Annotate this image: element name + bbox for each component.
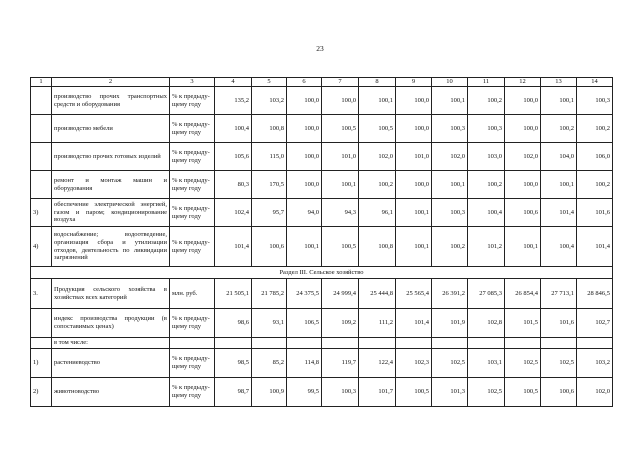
value-cell: 100,2 xyxy=(577,171,613,199)
value-cell: 101,5 xyxy=(505,309,541,338)
value-cell: 100,1 xyxy=(322,171,359,199)
table-row xyxy=(31,377,613,406)
value-cell: 101,0 xyxy=(322,143,359,171)
value-cell: 101,4 xyxy=(577,227,613,267)
row-index: 3. xyxy=(31,279,52,309)
row-indicator-name: индекс производства продукции (в сопоставимых ценах) xyxy=(52,309,170,338)
value-cell: 26 854,4 xyxy=(505,279,541,309)
value-cell: 101,4 xyxy=(541,199,577,227)
value-cell: 100,2 xyxy=(468,87,505,115)
value-cell: 100,5 xyxy=(505,377,541,406)
value-cell: 102,0 xyxy=(505,143,541,171)
value-cell xyxy=(252,338,287,349)
value-cell: 100,0 xyxy=(322,87,359,115)
value-cell: 100,2 xyxy=(577,115,613,143)
row-index xyxy=(31,309,52,338)
value-cell: 80,3 xyxy=(215,171,252,199)
value-cell: 101,6 xyxy=(541,309,577,338)
value-cell: 98,5 xyxy=(215,348,252,377)
row-index xyxy=(31,87,52,115)
value-cell: 100,5 xyxy=(359,115,396,143)
row-index: 3) xyxy=(31,199,52,227)
value-cell xyxy=(577,338,613,349)
value-cell: 102,5 xyxy=(505,348,541,377)
value-cell: 27 713,1 xyxy=(541,279,577,309)
row-indicator-name: растениеводство xyxy=(52,348,170,377)
column-number: 3 xyxy=(170,78,215,87)
value-cell: 100,5 xyxy=(396,377,432,406)
row-unit: % к предыду-щему году xyxy=(170,309,215,338)
value-cell: 122,4 xyxy=(359,348,396,377)
value-cell: 24 375,5 xyxy=(287,279,322,309)
value-cell: 94,0 xyxy=(287,199,322,227)
value-cell: 85,2 xyxy=(252,348,287,377)
value-cell: 100,1 xyxy=(287,227,322,267)
column-number: 10 xyxy=(432,78,468,87)
row-unit xyxy=(170,338,215,349)
value-cell: 101,3 xyxy=(432,377,468,406)
value-cell: 103,1 xyxy=(468,348,505,377)
value-cell: 101,2 xyxy=(468,227,505,267)
value-cell: 100,3 xyxy=(577,87,613,115)
value-cell: 100,1 xyxy=(396,227,432,267)
column-number: 8 xyxy=(359,78,396,87)
value-cell: 100,2 xyxy=(468,171,505,199)
value-cell: 100,5 xyxy=(322,227,359,267)
value-cell: 99,5 xyxy=(287,377,322,406)
value-cell: 100,0 xyxy=(396,87,432,115)
value-cell: 93,1 xyxy=(252,309,287,338)
column-number: 5 xyxy=(252,78,287,87)
row-indicator-name: водоснабжение; водоотведение, организация сбора и утилизации отходов, деятельность по ликвидации загрязнений xyxy=(52,227,170,267)
column-number: 14 xyxy=(577,78,613,87)
row-unit: млн. руб. xyxy=(170,279,215,309)
value-cell: 100,1 xyxy=(396,199,432,227)
value-cell: 25 565,4 xyxy=(396,279,432,309)
value-cell: 100,2 xyxy=(541,115,577,143)
value-cell: 135,2 xyxy=(215,87,252,115)
value-cell: 100,9 xyxy=(252,377,287,406)
value-cell: 100,6 xyxy=(541,377,577,406)
column-number: 7 xyxy=(322,78,359,87)
value-cell: 100,1 xyxy=(505,227,541,267)
table-row xyxy=(31,87,613,115)
value-cell: 109,2 xyxy=(322,309,359,338)
column-number: 1 xyxy=(31,78,52,87)
value-cell: 24 999,4 xyxy=(322,279,359,309)
value-cell xyxy=(215,338,252,349)
value-cell: 100,5 xyxy=(322,115,359,143)
value-cell xyxy=(287,338,322,349)
column-number: 4 xyxy=(215,78,252,87)
value-cell: 100,3 xyxy=(432,115,468,143)
value-cell: 100,1 xyxy=(432,87,468,115)
value-cell: 106,0 xyxy=(577,143,613,171)
value-cell: 98,7 xyxy=(215,377,252,406)
value-cell: 100,0 xyxy=(287,87,322,115)
row-index xyxy=(31,338,52,349)
value-cell: 103,0 xyxy=(468,143,505,171)
row-unit: % к предыду-щему году xyxy=(170,227,215,267)
table-row xyxy=(31,338,613,349)
value-cell: 100,4 xyxy=(468,199,505,227)
value-cell xyxy=(359,338,396,349)
table-row xyxy=(31,309,613,338)
value-cell xyxy=(541,338,577,349)
table-row xyxy=(31,115,613,143)
value-cell: 102,7 xyxy=(577,309,613,338)
row-index: 2) xyxy=(31,377,52,406)
value-cell: 21 785,2 xyxy=(252,279,287,309)
row-unit: % к предыду-щему году xyxy=(170,143,215,171)
value-cell: 100,0 xyxy=(287,115,322,143)
row-unit: % к предыду-щему году xyxy=(170,87,215,115)
row-index xyxy=(31,171,52,199)
value-cell xyxy=(505,338,541,349)
value-cell xyxy=(432,338,468,349)
value-cell: 114,8 xyxy=(287,348,322,377)
value-cell: 100,8 xyxy=(359,227,396,267)
value-cell: 115,0 xyxy=(252,143,287,171)
value-cell: 101,4 xyxy=(215,227,252,267)
value-cell: 102,5 xyxy=(468,377,505,406)
value-cell: 102,0 xyxy=(359,143,396,171)
value-cell: 26 391,2 xyxy=(432,279,468,309)
table-row xyxy=(31,279,613,309)
section-row xyxy=(31,267,613,279)
value-cell: 100,1 xyxy=(359,87,396,115)
statistics-table xyxy=(30,77,613,407)
value-cell: 100,4 xyxy=(541,227,577,267)
value-cell: 100,1 xyxy=(432,171,468,199)
row-indicator-name: животноводство xyxy=(52,377,170,406)
table-row xyxy=(31,227,613,267)
column-number: 12 xyxy=(505,78,541,87)
column-number: 2 xyxy=(52,78,170,87)
value-cell: 105,6 xyxy=(215,143,252,171)
row-unit: % к предыду-щему году xyxy=(170,171,215,199)
row-index xyxy=(31,143,52,171)
row-unit: % к предыду-щему году xyxy=(170,115,215,143)
table-row xyxy=(31,143,613,171)
row-unit: % к предыду-щему году xyxy=(170,377,215,406)
row-indicator-name: производство мебели xyxy=(52,115,170,143)
value-cell: 100,2 xyxy=(359,171,396,199)
value-cell: 98,6 xyxy=(215,309,252,338)
value-cell: 100,0 xyxy=(505,115,541,143)
value-cell: 100,3 xyxy=(468,115,505,143)
value-cell: 102,0 xyxy=(577,377,613,406)
value-cell: 25 444,8 xyxy=(359,279,396,309)
value-cell: 100,3 xyxy=(322,377,359,406)
value-cell: 103,2 xyxy=(252,87,287,115)
value-cell: 94,3 xyxy=(322,199,359,227)
value-cell xyxy=(396,338,432,349)
value-cell: 100,0 xyxy=(287,171,322,199)
value-cell xyxy=(468,338,505,349)
row-indicator-name: производство прочих готовых изделий xyxy=(52,143,170,171)
row-indicator-name: обеспечение электрической энергией, газом и паром; кондиционирование воздуха xyxy=(52,199,170,227)
value-cell: 100,6 xyxy=(252,227,287,267)
value-cell: 101,9 xyxy=(432,309,468,338)
value-cell: 100,6 xyxy=(505,199,541,227)
value-cell: 100,1 xyxy=(541,87,577,115)
value-cell: 101,6 xyxy=(577,199,613,227)
value-cell: 27 085,3 xyxy=(468,279,505,309)
value-cell: 102,5 xyxy=(432,348,468,377)
table-row xyxy=(31,171,613,199)
value-cell: 103,2 xyxy=(577,348,613,377)
column-number: 9 xyxy=(396,78,432,87)
value-cell: 100,0 xyxy=(396,115,432,143)
value-cell: 100,8 xyxy=(252,115,287,143)
value-cell: 96,1 xyxy=(359,199,396,227)
value-cell: 102,8 xyxy=(468,309,505,338)
row-indicator-name: производство прочих транспортных средств и оборудования xyxy=(52,87,170,115)
value-cell: 100,0 xyxy=(505,171,541,199)
table-row xyxy=(31,348,613,377)
value-cell: 28 846,5 xyxy=(577,279,613,309)
value-cell: 101,0 xyxy=(396,143,432,171)
value-cell: 102,4 xyxy=(215,199,252,227)
table-header-row xyxy=(31,78,613,87)
value-cell: 100,2 xyxy=(432,227,468,267)
value-cell: 111,2 xyxy=(359,309,396,338)
value-cell: 119,7 xyxy=(322,348,359,377)
row-index: 1) xyxy=(31,348,52,377)
row-unit: % к предыду-щему году xyxy=(170,348,215,377)
column-number: 6 xyxy=(287,78,322,87)
value-cell: 100,0 xyxy=(505,87,541,115)
value-cell: 21 505,1 xyxy=(215,279,252,309)
column-number: 13 xyxy=(541,78,577,87)
value-cell: 100,4 xyxy=(215,115,252,143)
value-cell: 100,3 xyxy=(432,199,468,227)
table-row xyxy=(31,199,613,227)
value-cell: 101,7 xyxy=(359,377,396,406)
value-cell: 100,0 xyxy=(287,143,322,171)
value-cell: 100,1 xyxy=(541,171,577,199)
value-cell: 101,4 xyxy=(396,309,432,338)
row-indicator-name: ремонт и монтаж машин и оборудования xyxy=(52,171,170,199)
value-cell: 104,0 xyxy=(541,143,577,171)
value-cell: 100,0 xyxy=(396,171,432,199)
value-cell: 95,7 xyxy=(252,199,287,227)
row-indicator-name: в том числе: xyxy=(52,338,170,349)
value-cell: 106,5 xyxy=(287,309,322,338)
value-cell: 170,5 xyxy=(252,171,287,199)
page-number: 23 xyxy=(316,44,324,53)
value-cell: 102,3 xyxy=(396,348,432,377)
value-cell: 102,5 xyxy=(541,348,577,377)
value-cell xyxy=(322,338,359,349)
row-indicator-name: Продукция сельского хозяйства в хозяйствах всех категорий xyxy=(52,279,170,309)
column-number: 11 xyxy=(468,78,505,87)
value-cell: 102,0 xyxy=(432,143,468,171)
row-unit: % к предыду-щему году xyxy=(170,199,215,227)
row-index xyxy=(31,115,52,143)
row-index: 4) xyxy=(31,227,52,267)
section-title: Раздел III. Сельское хозяйство xyxy=(31,267,613,279)
